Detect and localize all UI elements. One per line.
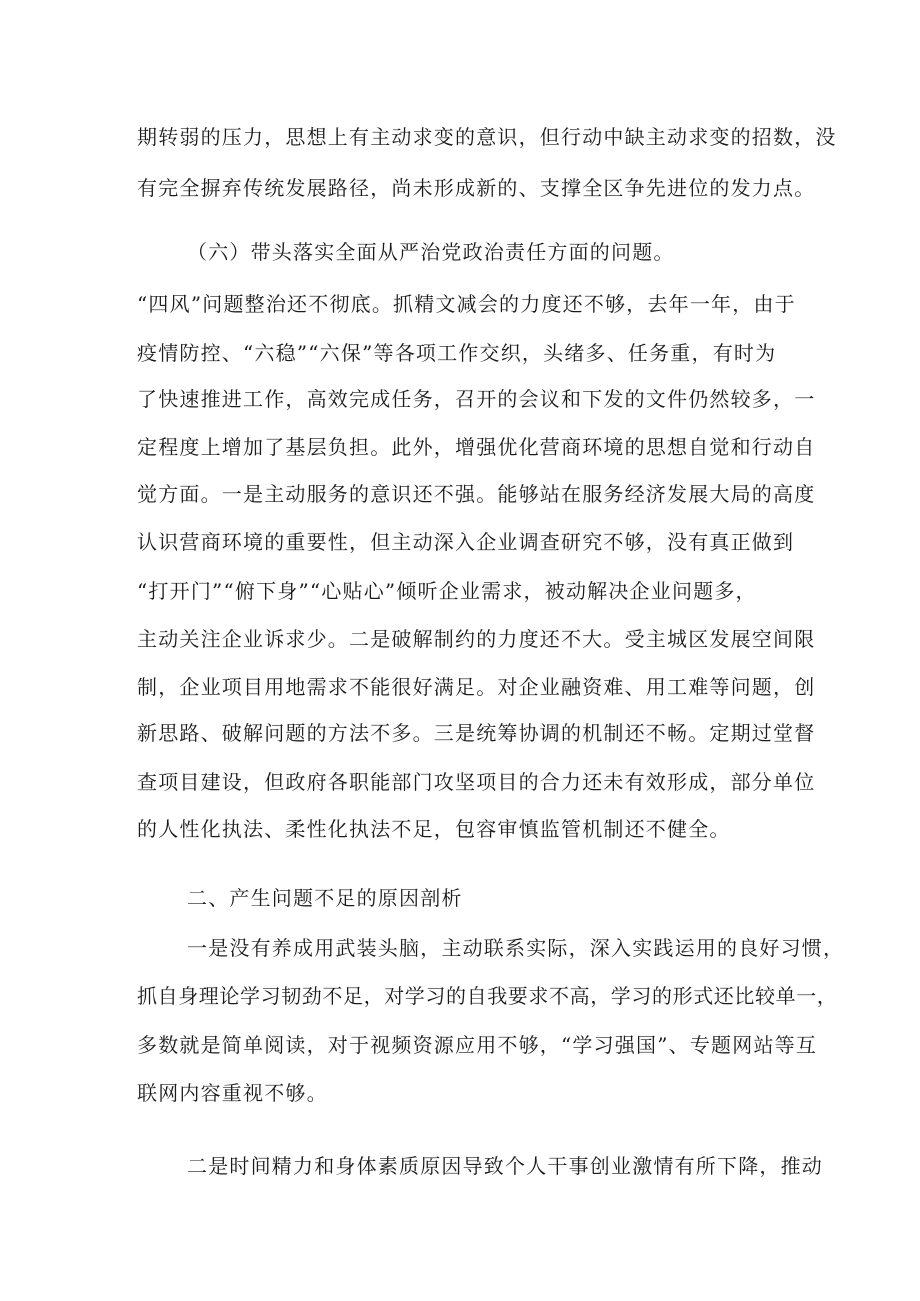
text-line: “打开门”“俯下身”“心贴心”倾听企业需求，被动解决企业问题多， bbox=[137, 579, 757, 603]
text-line: 查项目建设，但政府各职能部门攻坚项目的合力还未有效形成，部分单位 bbox=[137, 770, 816, 794]
text-line: 主动关注企业诉求少。二是破解制约的力度还不大。受主城区发展空间限 bbox=[137, 627, 816, 651]
text-line: 期转弱的压力，思想上有主动求变的意识，但行动中缺主动求变的招数，没 bbox=[137, 125, 837, 149]
text-line: 的人性化执法、柔性化执法不足，包容审慎监管机制还不健全。 bbox=[137, 817, 731, 841]
text-line: 疫情防控、“六稳”“六保”等各项工作交织，头绪多、任务重，有时为 bbox=[137, 341, 777, 365]
text-line: “四风”问题整治还不彻底。抓精文减会的力度还不够，去年一年，由于 bbox=[137, 292, 796, 316]
section-heading: （六）带头落实全面从严治党政治责任方面的问题。 bbox=[187, 240, 675, 264]
text-line: 抓自身理论学习韧劲不足，对学习的自我要求不高，学习的形式还比较单一， bbox=[137, 984, 838, 1008]
text-line: 新思路、破解问题的方法不多。三是统筹协调的机制还不畅。定期过堂督 bbox=[137, 721, 816, 745]
text-line: 联网内容重视不够。 bbox=[137, 1081, 328, 1105]
text-line: 了快速推进工作，高效完成任务，召开的会议和下发的文件仍然较多，一 bbox=[137, 387, 816, 411]
text-line: 有完全摒弃传统发展路径，尚未形成新的、支撑全区争先进位的发力点。 bbox=[137, 176, 816, 200]
text-line: 二是时间精力和身体素质原因导致个人干事创业激情有所下降，推动 bbox=[187, 1154, 823, 1178]
text-line: 多数就是简单阅读，对于视频资源应用不够，“学习强国”、专题网站等互 bbox=[137, 1033, 818, 1057]
text-line: 认识营商环境的重要性，但主动深入企业调查研究不够，没有真正做到 bbox=[137, 530, 795, 554]
text-line: 觉方面。一是主动服务的意识还不强。能够站在服务经济发展大局的高度 bbox=[137, 482, 816, 506]
text-line: 定程度上增加了基层负担。此外，增强优化营商环境的思想自觉和行动自 bbox=[137, 435, 816, 459]
text-line: 一是没有养成用武装头脑，主动联系实际，深入实践运用的良好习惯， bbox=[187, 936, 845, 960]
section-heading: 二、产生问题不足的原因剖析 bbox=[187, 886, 463, 910]
text-line: 制，企业项目用地需求不能很好满足。对企业融资难、用工难等问题，创 bbox=[137, 675, 816, 699]
